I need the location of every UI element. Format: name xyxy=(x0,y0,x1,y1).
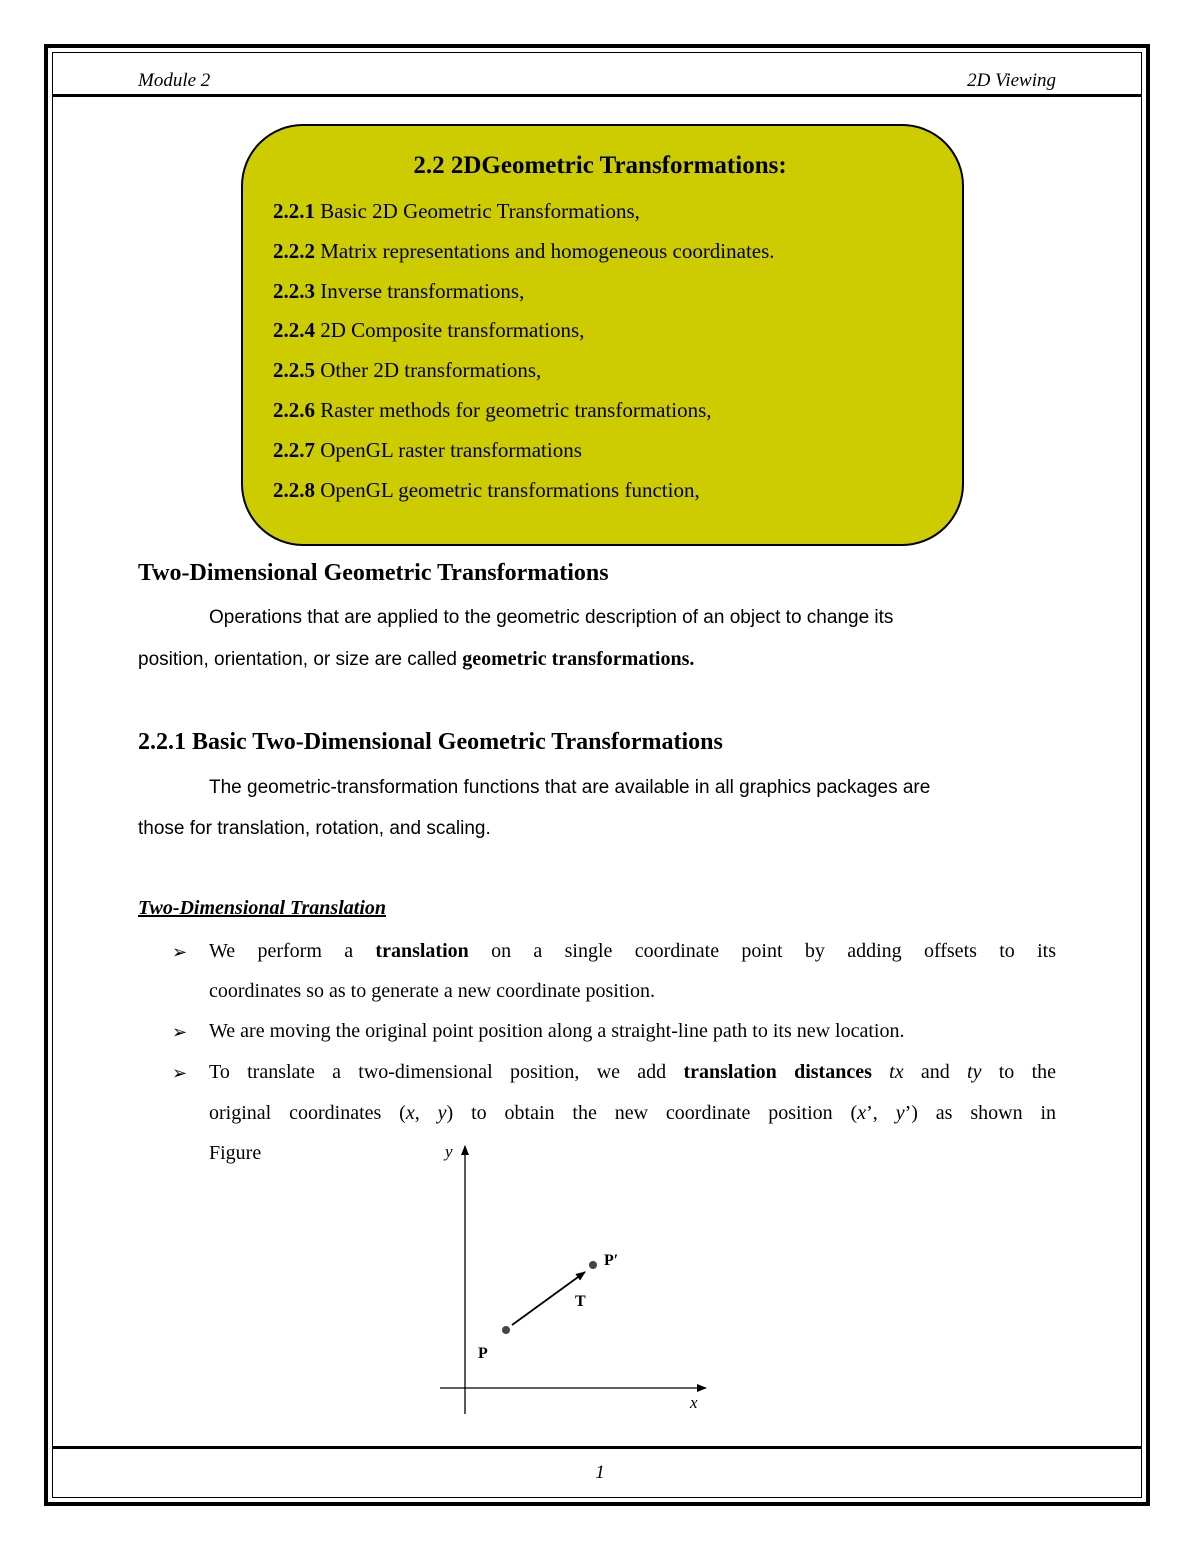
bullet-arrow-icon: ➢ xyxy=(172,942,188,962)
toc-item: 2.2.7 OpenGL raster transformations xyxy=(273,437,582,462)
y-axis-label: y xyxy=(445,1142,453,1161)
toc-item: 2.2.1 Basic 2D Geometric Transformations, xyxy=(273,199,640,223)
vector-t-label: T xyxy=(575,1293,586,1310)
toc-item: 2.2.5 Other 2D transformations, xyxy=(273,358,542,383)
bullet-line: We perform a translation on a single coordinate point by adding offsets to its xyxy=(209,940,1057,962)
bullet-line: original coordinates (x, y) to obtain the new coordinate position (x’, y’) as shown in xyxy=(209,1102,1057,1124)
subheading-translation: Two-Dimensional Translation xyxy=(138,897,387,919)
bullet-line: Figure xyxy=(209,1142,262,1164)
x-axis-label: x xyxy=(690,1393,698,1412)
point-p-label: P xyxy=(478,1345,488,1362)
bullet-arrow-icon: ➢ xyxy=(172,1063,188,1083)
toc-item: 2.2.6 Raster methods for geometric transformations, xyxy=(273,397,712,422)
toc-item: 2.2.2 Matrix representations and homogeneous coordinates. xyxy=(273,238,775,263)
bullet-arrow-icon: ➢ xyxy=(172,1022,188,1042)
header-rule xyxy=(52,94,1142,97)
paragraph-line: position, orientation, or size are called geometric transformations. xyxy=(138,648,695,670)
toc-title: 2.2 2DGeometric Transformations: xyxy=(413,152,787,179)
paragraph-line: The geometric-transformation functions that are available in all graphics packages are xyxy=(209,777,931,798)
point-p-prime-label: P′ xyxy=(604,1252,619,1269)
point-p-prime xyxy=(589,1261,597,1269)
section-heading-2d-transformations: Two-Dimensional Geometric Transformations xyxy=(138,560,609,586)
header-topic: 2D Viewing xyxy=(967,70,1056,91)
footer-rule xyxy=(52,1446,1142,1449)
toc-list xyxy=(273,196,775,514)
bullet-line: We are moving the original point position along a straight-line path to its new location. xyxy=(209,1020,905,1042)
term-geometric-transformations: geometric transformations. xyxy=(462,648,695,670)
page-number: 1 xyxy=(595,1462,605,1483)
point-p xyxy=(502,1326,510,1334)
toc-item: 2.2.3 Inverse transformations, xyxy=(273,278,525,303)
bullet-line: coordinates so as to generate a new coordinate position. xyxy=(209,980,655,1002)
toc-item: 2.2.4 2D Composite transformations, xyxy=(273,318,585,343)
section-heading-basic-transformations: 2.2.1 Basic Two-Dimensional Geometric Transformations xyxy=(138,729,723,755)
translation-figure xyxy=(420,1130,720,1420)
paragraph-line: those for translation, rotation, and scaling. xyxy=(138,818,491,839)
header-module: Module 2 xyxy=(138,70,211,91)
bullet-line: To translate a two-dimensional position, we add translation distances tx and ty to the xyxy=(209,1061,1056,1083)
paragraph-line: Operations that are applied to the geometric description of an object to change its xyxy=(209,607,894,628)
toc-item: 2.2.8 OpenGL geometric transformations function, xyxy=(273,477,700,502)
